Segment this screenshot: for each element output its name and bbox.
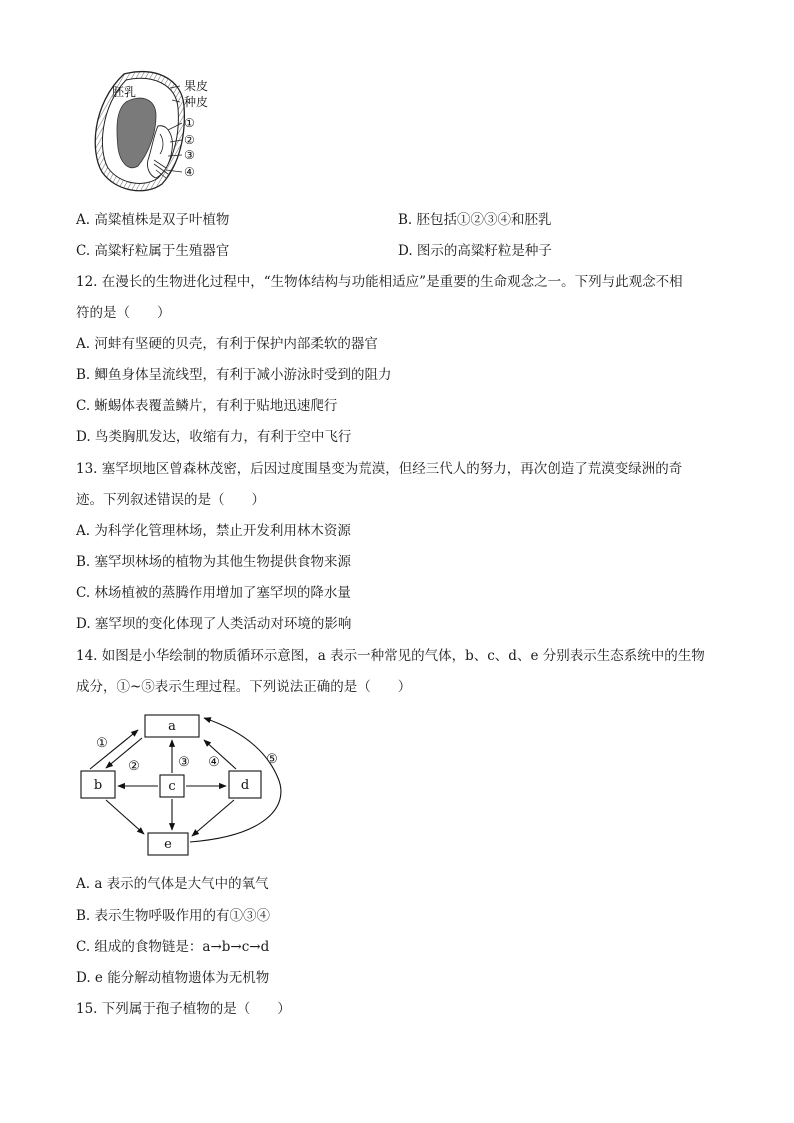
q12-option-c: C. 蜥蜴体表覆盖鳞片，有利于贴地迅速爬行 xyxy=(76,398,338,414)
node-e-label: e xyxy=(164,837,172,852)
q11-option-a: A. 高粱植株是双子叶植物 xyxy=(76,212,230,228)
node-a-label: a xyxy=(168,719,176,734)
q12-option-a: A. 河蚌有坚硬的贝壳，有利于保护内部柔软的器官 xyxy=(76,336,378,352)
process-3-label: ③ xyxy=(178,755,190,770)
pericarp-label: 果皮 xyxy=(184,79,209,93)
process-4-label: ④ xyxy=(208,755,220,770)
q13-option-b: B. 塞罕坝林场的植物为其他生物提供食物来源 xyxy=(76,554,352,570)
q12-stem-line-1: 12. 在漫长的生物进化过程中，“生物体结构与功能相适应”是重要的生命观念之一。下列与此观念不相 xyxy=(76,274,683,290)
sorghum-seed-figure xyxy=(84,64,224,196)
q14-option-b: B. 表示生物呼吸作用的有①③④ xyxy=(76,908,271,924)
q11-option-d: D. 图示的高粱籽粒是种子 xyxy=(398,243,552,259)
q15-stem-line-1: 15. 下列属于孢子植物的是（ ） xyxy=(76,1001,291,1017)
embryo-part-3-label: ③ xyxy=(184,148,195,162)
node-b-label: b xyxy=(93,778,103,793)
q14-stem-line-1: 14. 如图是小华绘制的物质循环示意图，a 表示一种常见的气体，b、c、d、e 分别表示生态系统中的生物 xyxy=(76,648,705,664)
endosperm-label: 胚乳 xyxy=(112,85,137,99)
q11-option-b: B. 胚包括①②③④和胚乳 xyxy=(398,212,552,228)
embryo-part-2-label: ② xyxy=(184,133,195,147)
q13-option-a: A. 为科学化管理林场，禁止开发利用林木资源 xyxy=(76,523,351,539)
q13-stem-line-2: 迹。下列叙述错误的是（ ） xyxy=(76,492,265,508)
q12-option-b: B. 鲫鱼身体呈流线型，有利于减小游泳时受到的阻力 xyxy=(76,367,392,383)
q13-option-d: D. 塞罕坝的变化体现了人类活动对环境的影响 xyxy=(76,616,352,632)
embryo-part-4-label: ④ xyxy=(184,165,195,179)
q12-stem-line-2: 符的是（ ） xyxy=(76,305,171,321)
node-c-label: c xyxy=(168,779,176,794)
material-cycle-diagram xyxy=(76,708,296,860)
seed-coat-label: 种皮 xyxy=(184,95,209,109)
q13-option-c: C. 林场植被的蒸腾作用增加了塞罕坝的降水量 xyxy=(76,585,351,601)
q14-option-d: D. e 能分解动植物遗体为无机物 xyxy=(76,970,270,986)
node-d-label: d xyxy=(240,778,250,793)
q13-stem-line-1: 13. 塞罕坝地区曾森林茂密，后因过度围垦变为荒漠，但经三代人的努力，再次创造了荒漠变绿洲的奇 xyxy=(76,461,683,477)
embryo-part-1-label: ① xyxy=(184,116,195,130)
process-1-label: ① xyxy=(96,736,108,751)
q14-stem-line-2: 成分，①~⑤表示生理过程。下列说法正确的是（ ） xyxy=(76,679,412,695)
process-5-label: ⑤ xyxy=(266,752,278,767)
q14-option-a: A. a 表示的气体是大气中的氧气 xyxy=(76,876,269,892)
q14-option-c: C. 组成的食物链是：a→b→c→d xyxy=(76,939,270,955)
q12-option-d: D. 鸟类胸肌发达，收缩有力，有利于空中飞行 xyxy=(76,429,352,445)
q11-option-c: C. 高粱籽粒属于生殖器官 xyxy=(76,243,230,259)
process-2-label: ② xyxy=(128,759,140,774)
